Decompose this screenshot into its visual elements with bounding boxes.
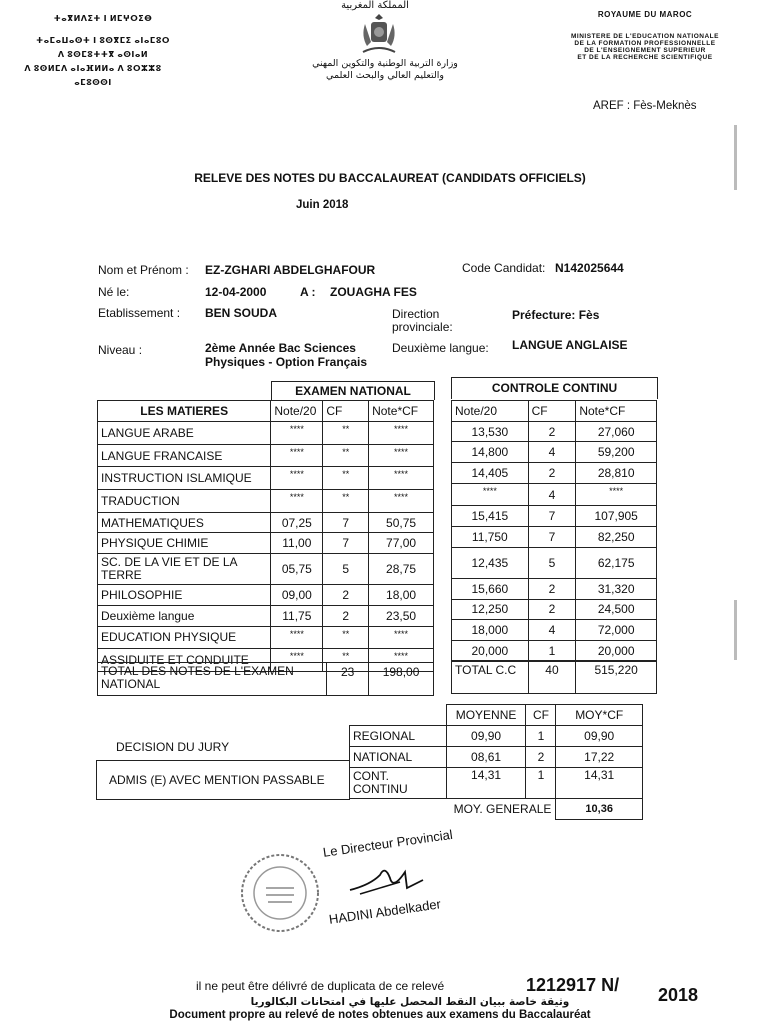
exam-notecf: **** bbox=[369, 444, 434, 467]
document-title: RELEVE DES NOTES DU BACCALAUREAT (CANDIDATS OFFICIELS) bbox=[194, 171, 586, 185]
subject-name: PHYSIQUE CHIMIE bbox=[98, 533, 271, 554]
cc-notecf: 28,810 bbox=[576, 463, 657, 484]
cc-note-column-header: Note/20 bbox=[452, 401, 529, 422]
document-number: 1212917 N/ bbox=[526, 975, 620, 995]
table-row bbox=[452, 506, 657, 527]
second-language: LANGUE ANGLAISE bbox=[512, 338, 628, 352]
avg-value: 14,31 bbox=[446, 768, 526, 799]
exam-cf: ** bbox=[323, 444, 369, 467]
ministry-line: DE LA FORMATION PROFESSIONNELLE bbox=[574, 40, 716, 47]
birth-date: 12-04-2000 bbox=[205, 285, 267, 299]
cc-notecf: 82,250 bbox=[576, 527, 657, 548]
level-value: 2ème Année Bac Sciences Physiques - Option Français bbox=[205, 341, 368, 369]
exam-notecf: 18,00 bbox=[369, 585, 434, 606]
table-row bbox=[98, 512, 434, 533]
controle-continu-table bbox=[451, 400, 657, 662]
exam-notecf: 23,50 bbox=[369, 605, 434, 626]
avg-cf-value: 09,90 bbox=[556, 726, 643, 747]
cc-notecf: 59,200 bbox=[576, 442, 657, 463]
tifinagh-line: ⵜⴰⵎⴰⵡⴰⵙⵜ ⵏ ⵓⵙⴳⵎⵉ ⴰⵏⴰⵎⵓⵔ bbox=[36, 36, 170, 45]
general-average-label: MOY. GENERALE bbox=[453, 802, 552, 817]
total-controle-continu bbox=[451, 660, 657, 694]
table-row bbox=[98, 533, 434, 554]
coat-of-arms-icon bbox=[355, 12, 403, 58]
birth-label: Né le: bbox=[98, 285, 130, 299]
avg-cf: 1 bbox=[526, 726, 556, 747]
ministry-line: MINISTERE DE L'EDUCATION NATIONALE bbox=[571, 33, 719, 40]
subject-name: PHILOSOPHIE bbox=[98, 585, 271, 606]
direction-label: Direction provinciale: bbox=[392, 307, 453, 334]
subject-name: EDUCATION PHYSIQUE bbox=[98, 626, 271, 649]
arabic-ministry bbox=[295, 58, 475, 82]
exam-cf: 5 bbox=[323, 554, 369, 585]
total-cc-label: TOTAL C.C bbox=[452, 661, 529, 694]
ministry-line: ET DE LA RECHERCHE SCIENTIFIQUE bbox=[577, 54, 713, 61]
arabic-kingdom: المملكة المغربية bbox=[341, 0, 409, 11]
table-row bbox=[98, 444, 434, 467]
table-row bbox=[98, 490, 434, 513]
exam-notecf: **** bbox=[369, 649, 434, 672]
cc-cf-column-header: CF bbox=[528, 401, 576, 422]
avg-cf-value: 17,22 bbox=[556, 747, 643, 768]
exam-cf: ** bbox=[323, 649, 369, 672]
general-average: 10,36 bbox=[556, 799, 643, 820]
cc-notecf: 62,175 bbox=[576, 547, 657, 578]
subject-name: Deuxième langue bbox=[98, 605, 271, 626]
subject-name: INSTRUCTION ISLAMIQUE bbox=[98, 467, 271, 490]
tifinagh-line: ⴷ ⵓⵙⵍⵎⴷ ⴰⵏⴰⴼⵍⵍⴰ ⴷ ⵓⵔⵣⵣⵓ ⴰⵎⵓⵙⵙⵏ bbox=[24, 64, 162, 87]
cf-column-header: CF bbox=[323, 401, 369, 422]
avg-label: REGIONAL bbox=[350, 726, 447, 747]
averages-table bbox=[349, 704, 643, 820]
cc-note: 11,750 bbox=[452, 527, 529, 548]
table-row bbox=[452, 442, 657, 463]
arabic-ministry-line: والتعليم العالي والبحث العلمي bbox=[326, 70, 444, 81]
exam-note: 05,75 bbox=[271, 554, 323, 585]
subject-name: LANGUE ARABE bbox=[98, 422, 271, 445]
table-row bbox=[452, 483, 657, 506]
table-row bbox=[452, 547, 657, 578]
french-header bbox=[555, 10, 735, 61]
exam-cf: 2 bbox=[323, 605, 369, 626]
exam-note: **** bbox=[271, 490, 323, 513]
controle-continu-header: CONTROLE CONTINU bbox=[451, 377, 658, 399]
avg-cf-value: 14,31 bbox=[556, 768, 643, 799]
candidate-code: N142025644 bbox=[555, 261, 624, 275]
avgcf-column-header: MOY*CF bbox=[556, 705, 643, 726]
duplicate-notice: il ne peut être délivré de duplicata de ce relevé bbox=[196, 979, 445, 993]
cc-notecf: 72,000 bbox=[576, 620, 657, 641]
signatory-name: HADINI Abdelkader bbox=[328, 896, 442, 927]
table-row bbox=[452, 421, 657, 442]
exam-cf: ** bbox=[323, 467, 369, 490]
avg-label: CONT. CONTINU bbox=[350, 768, 447, 799]
exam-national-table bbox=[97, 400, 434, 672]
school-label: Etablissement : bbox=[98, 306, 181, 320]
exam-note: **** bbox=[271, 649, 323, 672]
cc-notecf: 24,500 bbox=[576, 599, 657, 620]
cc-note: 12,250 bbox=[452, 599, 529, 620]
exam-cf: 2 bbox=[323, 585, 369, 606]
cc-cf: 7 bbox=[528, 506, 576, 527]
table-row bbox=[452, 463, 657, 484]
subject-name: MATHEMATIQUES bbox=[98, 512, 271, 533]
exam-notecf: 28,75 bbox=[369, 554, 434, 585]
table-row bbox=[98, 626, 434, 649]
cc-cf: 2 bbox=[528, 463, 576, 484]
decision-label: DECISION DU JURY bbox=[116, 740, 230, 754]
signature-title: Le Directeur Provincial bbox=[322, 826, 454, 860]
official-stamp-icon bbox=[236, 850, 324, 936]
exam-note: 11,75 bbox=[271, 605, 323, 626]
cc-note: 13,530 bbox=[452, 421, 529, 442]
cc-cf: 7 bbox=[528, 527, 576, 548]
name-label: Nom et Prénom : bbox=[98, 263, 189, 277]
avg-cf: 2 bbox=[526, 747, 556, 768]
table-row bbox=[350, 768, 643, 799]
table-row bbox=[98, 605, 434, 626]
table-row bbox=[350, 747, 643, 768]
birth-place: ZOUAGHA FES bbox=[330, 285, 417, 299]
signature-icon bbox=[345, 860, 425, 900]
table-row bbox=[350, 726, 643, 747]
code-label: Code Candidat: bbox=[462, 261, 546, 275]
cc-note: **** bbox=[452, 483, 529, 506]
exam-notecf: **** bbox=[369, 422, 434, 445]
cc-notecf: 20,000 bbox=[576, 640, 657, 661]
avg-value: 08,61 bbox=[446, 747, 526, 768]
cc-cf: 1 bbox=[528, 640, 576, 661]
cc-cf: 2 bbox=[528, 421, 576, 442]
second-language-label: Deuxième langue: bbox=[392, 341, 489, 355]
exam-note: **** bbox=[271, 422, 323, 445]
exam-notecf: 77,00 bbox=[369, 533, 434, 554]
exam-notecf: **** bbox=[369, 490, 434, 513]
session-date: Juin 2018 bbox=[296, 199, 349, 211]
tifinagh-header bbox=[24, 12, 178, 90]
document-year: 2018 bbox=[658, 985, 699, 1005]
arabic-footer: وثيقة خاصة ببيان النقط المحصل عليها في امتحانات البكالوريا bbox=[250, 996, 570, 1008]
exam-notecf: 50,75 bbox=[369, 512, 434, 533]
scan-mark bbox=[734, 125, 737, 190]
cc-cf: 4 bbox=[528, 620, 576, 641]
subjects-column-header: LES MATIERES bbox=[98, 401, 271, 422]
cc-notecf-column-header: Note*CF bbox=[576, 401, 657, 422]
cc-notecf: 31,320 bbox=[576, 578, 657, 599]
exam-cf: 7 bbox=[323, 512, 369, 533]
avg-label: NATIONAL bbox=[350, 747, 447, 768]
exam-note: 09,00 bbox=[271, 585, 323, 606]
cc-cf: 2 bbox=[528, 599, 576, 620]
table-row bbox=[452, 578, 657, 599]
cc-cf: 4 bbox=[528, 442, 576, 463]
exam-note: **** bbox=[271, 626, 323, 649]
exam-cf: ** bbox=[323, 422, 369, 445]
table-row bbox=[98, 467, 434, 490]
cc-notecf: 107,905 bbox=[576, 506, 657, 527]
exam-note: 07,25 bbox=[271, 512, 323, 533]
total-cc-value: 515,220 bbox=[576, 661, 657, 694]
ministry-line: DE L'ENSEIGNEMENT SUPERIEUR bbox=[584, 47, 706, 54]
scan-mark bbox=[734, 600, 737, 660]
cc-note: 15,660 bbox=[452, 578, 529, 599]
cc-note: 12,435 bbox=[452, 547, 529, 578]
tifinagh-line: ⴷ ⵓⵙⵎⵓⵜⵜⴳ ⴰⵙⵏⴰⵍ bbox=[57, 50, 149, 59]
cc-cf: 4 bbox=[528, 483, 576, 506]
exam-notecf: **** bbox=[369, 626, 434, 649]
candidate-name: EZ-ZGHARI ABDELGHAFOUR bbox=[205, 263, 376, 277]
birth-at-label: A : bbox=[300, 285, 316, 299]
cc-cf: 2 bbox=[528, 578, 576, 599]
subject-name: LANGUE FRANCAISE bbox=[98, 444, 271, 467]
notecf-column-header: Note*CF bbox=[369, 401, 434, 422]
exam-cf: 7 bbox=[323, 533, 369, 554]
exam-note: **** bbox=[271, 467, 323, 490]
subject-name: SC. DE LA VIE ET DE LA TERRE bbox=[98, 554, 271, 585]
decision-box bbox=[96, 760, 350, 800]
subject-name: TRADUCTION bbox=[98, 490, 271, 513]
subject-name: ASSIDUITE ET CONDUITE bbox=[98, 649, 271, 672]
total-exam-national bbox=[97, 662, 434, 696]
school-name: BEN SOUDA bbox=[205, 306, 278, 320]
cc-note: 14,405 bbox=[452, 463, 529, 484]
kingdom-label: ROYAUME DU MAROC bbox=[597, 10, 693, 19]
table-row bbox=[452, 620, 657, 641]
cc-note: 18,000 bbox=[452, 620, 529, 641]
avg-value: 09,90 bbox=[446, 726, 526, 747]
exam-note: **** bbox=[271, 444, 323, 467]
cc-note: 15,415 bbox=[452, 506, 529, 527]
table-row bbox=[452, 599, 657, 620]
table-row bbox=[452, 527, 657, 548]
empty-cell bbox=[350, 799, 447, 820]
level-label: Niveau : bbox=[98, 343, 143, 357]
cc-notecf: **** bbox=[576, 483, 657, 506]
exam-national-header: EXAMEN NATIONAL bbox=[271, 381, 435, 400]
total-exam-label: TOTAL DES NOTES DE L'EXAMEN NATIONAL bbox=[98, 663, 327, 696]
avg-column-header: MOYENNE bbox=[446, 705, 526, 726]
table-row bbox=[452, 640, 657, 661]
empty-cell bbox=[350, 705, 447, 726]
exam-notecf: **** bbox=[369, 467, 434, 490]
cc-note: 20,000 bbox=[452, 640, 529, 661]
note-column-header: Note/20 bbox=[271, 401, 323, 422]
cc-notecf: 27,060 bbox=[576, 421, 657, 442]
arabic-ministry-line: وزارة التربية الوطنية والتكوين المهني bbox=[312, 58, 458, 69]
cc-note: 14,800 bbox=[452, 442, 529, 463]
cc-cf: 5 bbox=[528, 547, 576, 578]
table-row bbox=[98, 554, 434, 585]
decision-value: ADMIS (E) AVEC MENTION PASSABLE bbox=[109, 773, 325, 787]
table-row bbox=[98, 585, 434, 606]
total-cc-cf: 40 bbox=[528, 661, 576, 694]
table-row bbox=[98, 422, 434, 445]
tifinagh-line: ⵜⴰⴳⵍⴷⵉⵜ ⵏ ⵍⵎⵖⵔⵉⴱ bbox=[53, 14, 153, 23]
total-exam-value: 198,00 bbox=[369, 663, 434, 696]
prefecture: Préfecture: Fès bbox=[512, 308, 600, 322]
aref-label: AREF : Fès-Meknès bbox=[593, 100, 697, 112]
footer-description: Document propre au relevé de notes obtenues aux examens du Baccalauréat bbox=[169, 1009, 591, 1021]
exam-cf: ** bbox=[323, 626, 369, 649]
avg-cf-column-header: CF bbox=[526, 705, 556, 726]
exam-cf: ** bbox=[323, 490, 369, 513]
total-exam-cf: 23 bbox=[327, 663, 369, 696]
exam-note: 11,00 bbox=[271, 533, 323, 554]
avg-cf: 1 bbox=[526, 768, 556, 799]
